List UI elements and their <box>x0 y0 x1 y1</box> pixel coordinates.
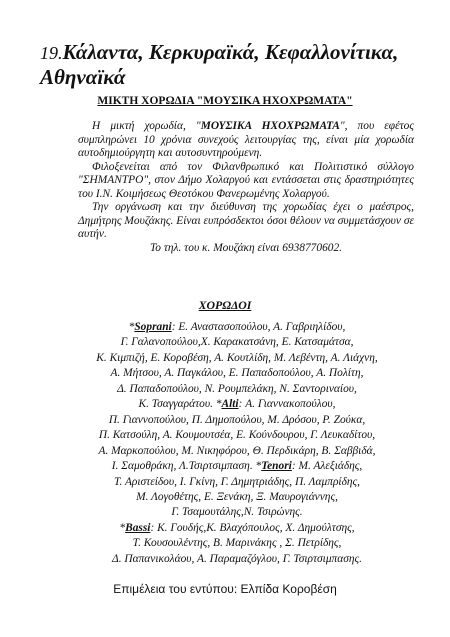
tenori-line-2: Τ. Αριστείδου, Ι. Γκίνη, Γ. Δημητριάδης, Π. Λαμπρίδης, <box>113 475 361 488</box>
tenori-line-3: Μ. Λογοθέτης, Ε. Ξενάκη, Ξ. Μαυρογιάννης, <box>136 490 338 503</box>
paragraph-intro-before: Η μικτή χορωδία, " <box>92 120 201 132</box>
choir-name: ΜΟΥΣΙΚΑ ΗΧΟΧΡΩΜΑΤΑ <box>200 120 340 132</box>
soprani-line-1: *Soprani: Ε. Αναστασοπούλου, Α. Γαβριηλίδου, <box>128 321 346 333</box>
soprani-line-5: Δ. Παπαδοπούλου, Ν. Ρουμπελάκη, Ν. Σαντοριναίου, <box>117 382 357 395</box>
alti-line-2: Π. Γιαννοπούλου, Π. Δημοπούλου, Μ. Δρόσου, Ρ. Ζούκα, <box>108 413 366 426</box>
choristers-list <box>40 320 434 567</box>
voice-label-alti: Alti <box>221 398 239 411</box>
alti-line-4: Α. Μαρκοπούλου, Μ. Νικηφόρου, Θ. Περδικάρη, Β. Σαββιδά, <box>98 444 376 457</box>
paragraph-intro-after: ", που εφέτος συμπληρώνει 10 χρόνια συνεχούς λειτουργίας της, είναι μία χορωδία αυτοδημιούργητη και αυτοσυντηρούμενη. <box>78 120 414 159</box>
voice-label-soprani: Soprani <box>134 321 172 333</box>
alti-line-3: Π. Κατσούλη, Α. Κουμουτσέα, Ε. Κούνδουρου, Γ. Λευκαδίτου, <box>98 429 376 442</box>
choir-subtitle: ΜΙΚΤΗ ΧΟΡΩΔΙΑ "ΜΟΥΣΙΚΑ ΗΧΟΧΡΩΜΑΤΑ" <box>97 95 353 107</box>
choir-description <box>78 120 414 255</box>
soprani-line-4: Α. Μήτσου, Α. Παγκάλου, Ε. Παπαδοπούλου, Α. Πολίτη, <box>110 367 364 380</box>
paragraph-intro <box>78 120 414 161</box>
bassi-line-1: *Bassi: Κ. Γουδής,Κ. Βλαχόπουλος, Χ. Δημούλτσης, <box>119 521 355 534</box>
soprani-line-3: Κ. Κιμπιζή, Ε. Κοροβέση, Α. Κουτλίδη, Μ. Λεβέντη, Α. Λιάχνη, <box>96 351 378 364</box>
paragraph-direction: Την οργάνωση και την διεύθυνση της χορωδίας έχει ο μαέστρος, Δημήτρης Μουζάκης. Είναι ευπρόσδεκτοι όσοι θέλουν να συμμετάσχουν σε αυτήν. <box>78 201 414 240</box>
bassi-line-3: Δ. Παπανικολάου, Α. Παραμαζόγλου, Γ. Τσιρτσιμπασης. <box>112 552 362 565</box>
soprani-line-2: Γ. Γαλανοπούλου,Χ. Καρακατσάνη, Ε. Κατσαμάτσα, <box>120 336 354 349</box>
title-line-1: Κάλαντα, Κερκυραϊκά, Κεφαλλονίτικα, <box>62 40 399 64</box>
paragraph-phone: Το τηλ. του κ. Μουζάκη είναι 6938770602. <box>149 241 343 254</box>
soprani-alti-line: Κ. Τσαγγαράτου. *Alti: Α. Γιαννακοπούλου, <box>138 398 336 411</box>
paragraph-host: Φιλοξενείται από τον Φιλανθρωπικό και Πολιτιστικό σύλλογο "ΣΗΜΑΝΤΡΟ", στον Δήμο Χολαργού και εντάσσεται στις δραστηριότητες του Ι.Ν. Κοιμήσεως Θεοτόκου Φανερωμένης Χολαργού. <box>78 160 414 200</box>
title-line-2: Αθηναϊκά <box>40 65 126 89</box>
print-editor-credit: Επιμέλεια του εντύπου: Ελπίδα Κοροβέση <box>113 582 337 596</box>
voice-label-bassi: Bassi <box>125 521 151 534</box>
voice-label-tenori: Tenori <box>261 460 292 473</box>
tenori-line-4: Γ. Τσαμουτάλης,Ν. Τσιρώνης. <box>171 506 303 519</box>
section-title-choristers: ΧΟΡΩΔΟΙ <box>198 298 252 312</box>
bassi-line-2: Τ. Κουσουλέντης, Β. Μαρινάκης , Σ. Πετρίδης, <box>132 537 342 550</box>
alti-tenori-line: Ι. Σαμοθράκη, Λ.Τσιρτσιμπαση. *Tenori: Μ. Αλεξιάδης, <box>111 460 363 473</box>
title-number: 19. <box>40 43 63 63</box>
document-title <box>40 40 440 89</box>
